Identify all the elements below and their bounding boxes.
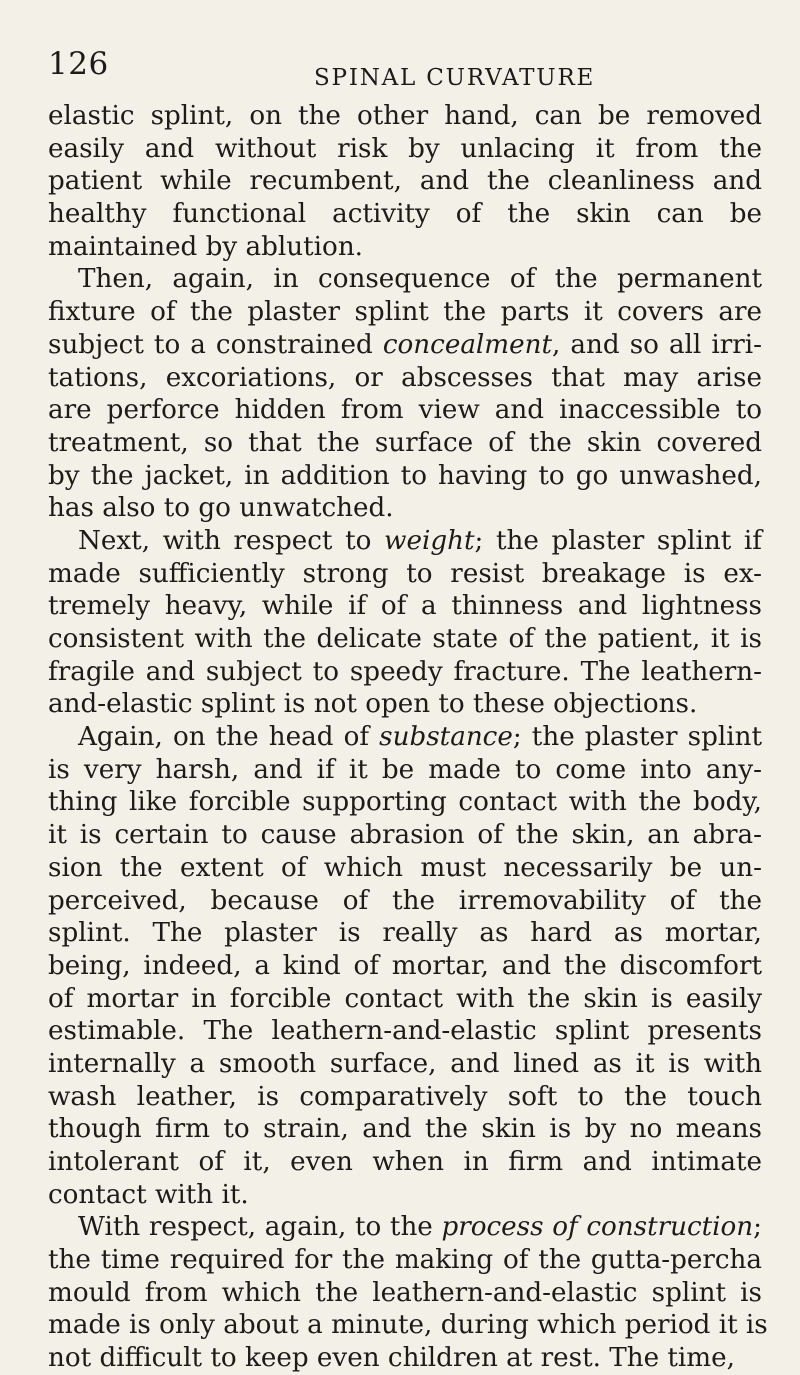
italic-term: substance [379,722,513,753]
line-text: treatment, so that the surface of the skin covered [48,427,762,458]
line-text: maintained by ablution. [48,231,364,262]
line-text: sion the extent of which must necessarily be un- [48,852,762,883]
text-line [48,754,762,787]
line-text: wash leather, is comparatively soft to the touch [48,1081,762,1112]
text-line [48,721,762,754]
line-text: elastic splint, on the other hand, can be removed [48,101,762,131]
line-text: are perforce hidden from view and inaccessible to [48,395,762,426]
line-text: tremely heavy, while if of a thinness and lightness [48,591,762,622]
line-text: Again, on the head of [78,722,380,753]
text-line [48,263,762,296]
italic-term: weight [384,525,475,556]
line-text: it is certain to cause abrasion of the skin, an abra- [48,820,762,851]
text-line [48,1179,762,1212]
line-text: fragile and subject to speedy fracture. The leathern- [48,656,762,687]
paragraph [48,721,762,1211]
line-text: ; the plaster splint [512,722,762,753]
line-text: the time required for the making of the gutta-percha [48,1245,762,1276]
line-text: internally a smooth surface, and lined as it is with [48,1048,762,1079]
text-line [48,1113,762,1146]
text-line [48,394,762,427]
body-text [48,100,768,1375]
text-line [48,688,762,721]
line-text: With respect, again, to the [78,1212,442,1243]
line-text: made is only about a minute, during which period it is [48,1310,768,1341]
line-text: Next, with respect to [78,525,385,556]
line-text: subject to a constrained [48,329,383,360]
line-text: and-elastic splint is not open to these objections. [48,689,698,720]
line-text: made sufficiently strong to resist breakage is ex- [48,558,762,589]
text-line [48,1211,762,1244]
text-line [48,1277,762,1310]
paragraph [48,525,762,721]
line-text: consistent with the delicate state of the patient, it is [48,624,762,654]
text-line [48,885,762,918]
text-line [48,950,762,983]
line-text: intolerant of it, even when in firm and intimate [48,1147,762,1177]
text-line [48,296,762,329]
text-line [48,1146,762,1179]
text-line [48,656,762,689]
text-line [48,231,762,264]
text-line [48,917,762,950]
text-line [48,1081,762,1114]
text-line [48,1048,762,1081]
line-text: fixture of the plaster splint the parts it covers are [48,297,762,328]
italic-term: process of construction [441,1212,754,1243]
line-text: ; [753,1212,762,1243]
line-text: ; the plaster splint if [474,525,762,556]
line-text: Then, again, in consequence of the permanent [78,264,762,295]
line-text: being, indeed, a kind of mortar, and the discomfort [48,950,762,981]
line-text: by the jacket, in addition to having to go unwashed, [48,460,762,491]
line-text: though firm to strain, and the skin is by no means [48,1114,762,1145]
text-line [48,427,762,460]
text-line [48,1015,762,1048]
text-line [48,1244,762,1277]
text-line [48,1309,768,1342]
text-line [48,623,762,656]
italic-term: concealment [382,329,553,360]
line-text: tations, excoriations, or abscesses that may arise [48,362,762,393]
line-text: splint. The plaster is really as hard as mortar, [48,918,762,949]
paragraph [48,100,762,263]
text-line [48,786,762,819]
text-line [48,819,762,852]
line-text: thing like forcible supporting contact with the body, [48,787,762,818]
paragraph [48,263,762,525]
page-number: 126 [48,46,109,82]
text-line [48,100,762,133]
text-line [48,329,762,362]
text-line [48,590,762,623]
line-text: patient while recumbent, and the cleanliness and [48,166,762,197]
text-line [48,198,762,231]
text-line [48,1342,762,1375]
line-text: healthy functional activity of the skin can be [48,199,762,230]
running-head: SPINAL CURVATURE [314,65,596,91]
line-text: has also to go unwatched. [48,493,394,524]
line-text: is very harsh, and if it be made to come into any- [48,754,762,785]
line-text: contact with it. [48,1179,249,1210]
text-line [48,165,762,198]
line-text: perceived, because of the irremovability of the [48,885,762,916]
text-line [48,492,762,525]
line-text: not difficult to keep even children at rest. The time, [48,1343,735,1374]
line-text: easily and without risk by unlacing it from the [48,133,762,164]
text-line [48,558,762,591]
line-text: of mortar in forcible contact with the skin is easily [48,983,762,1014]
text-line [48,525,762,558]
line-text: estimable. The leathern-and-elastic splint presents [48,1016,762,1047]
text-line [48,362,762,395]
text-line [48,460,762,493]
line-text: , and so all irri- [552,329,762,360]
paragraph [48,1211,768,1374]
text-line [48,133,762,166]
text-line [48,983,762,1016]
text-line [48,852,762,885]
line-text: mould from which the leathern-and-elastic splint is [48,1277,762,1308]
